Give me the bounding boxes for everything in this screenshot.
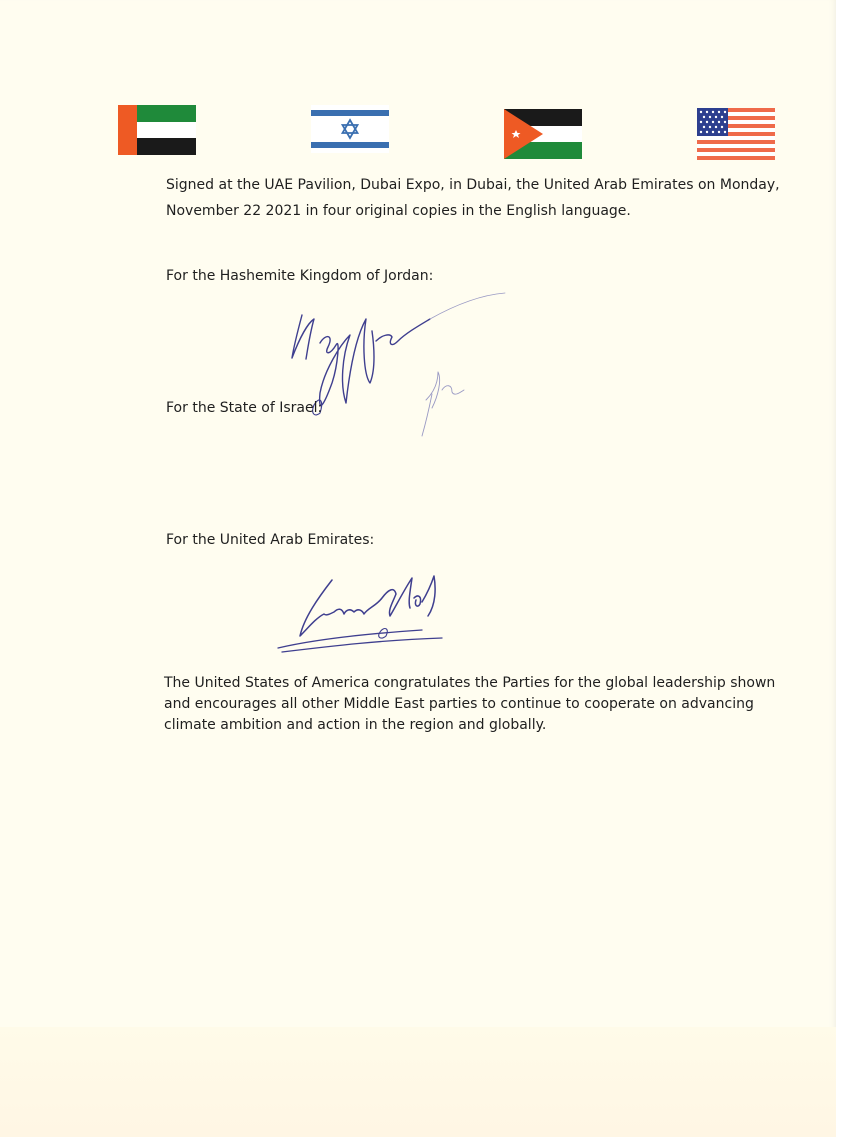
intro-line: November 22 2021 in four original copies in the English language.	[166, 203, 631, 219]
closing-line: and encourages all other Middle East parties to continue to cooperate on advancing	[164, 696, 754, 712]
uae-flag-icon	[118, 105, 196, 155]
jordan-flag-icon	[504, 109, 582, 159]
intro-line: Signed at the UAE Pavilion, Dubai Expo, in Dubai, the United Arab Emirates on Monday,	[166, 177, 780, 193]
uae-signature-icon	[272, 568, 472, 658]
israel-signature-icon	[408, 352, 498, 442]
usa-flag-icon	[697, 108, 775, 160]
intro-paragraph	[166, 172, 780, 224]
jordan-signatory-label: For the Hashemite Kingdom of Jordan:	[166, 268, 434, 284]
closing-paragraph	[164, 673, 775, 736]
uae-signatory-label: For the United Arab Emirates:	[166, 532, 375, 548]
israel-signatory-label: For the State of Israel:	[166, 400, 323, 416]
israel-flag-icon	[311, 105, 389, 153]
closing-line: climate ambition and action in the region and globally.	[164, 717, 547, 733]
closing-line: The United States of America congratulates the Parties for the global leadership shown	[164, 675, 776, 691]
page-bottom-band	[0, 1027, 836, 1137]
